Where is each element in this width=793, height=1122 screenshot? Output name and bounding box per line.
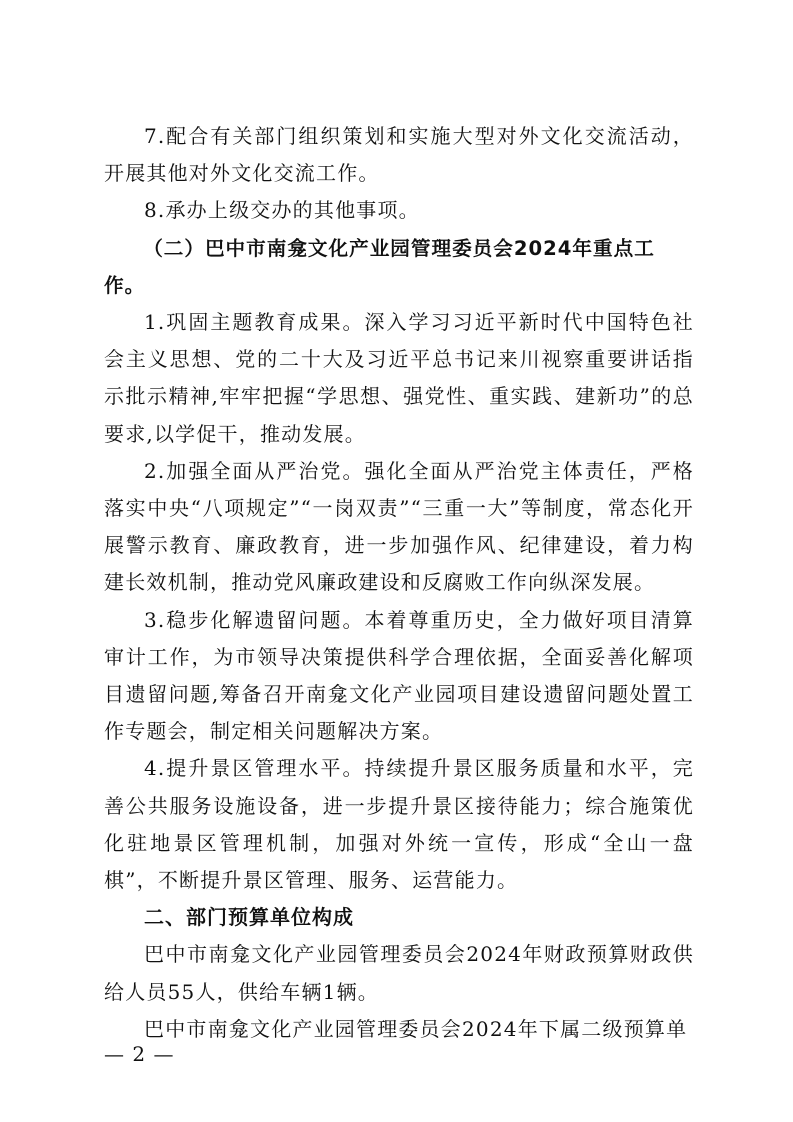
- paragraph-work-3: 3.稳步化解遗留问题。本着尊重历史，全力做好项目清算审计工作，为市领导决策提供科学合理依据，全面妥善化解项目遗留问题,筹备召开南龛文化产业园项目建设遗留问题处置工作专题会，制定相关问题解决方案。: [104, 607, 694, 744]
- paragraph-item-7: 7.配合有关部门组织策划和实施大型对外文化交流活动，开展其他对外文化交流工作。: [104, 124, 694, 186]
- subsection-heading: （二）巴中市南龛文化产业园管理委员会2024年重点工作。: [104, 236, 655, 297]
- paragraph-work-1: 1.巩固主题教育成果。深入学习习近平新时代中国特色社会主义思想、党的二十大及习近平总书记来川视察重要讲话指示批示精神,牢牢把握“学思想、强党性、重实践、建新功”的总要求,以学促干，推动发展。: [104, 310, 694, 446]
- section-heading: 二、部门预算单位构成: [144, 905, 354, 930]
- paragraph-budget-staff: 巴中市南龛文化产业园管理委员会2024年财政预算财政供给人员55人，供给车辆1辆。: [104, 942, 694, 1004]
- document-body: [104, 118, 694, 1048]
- page-number: — 2 —: [104, 1042, 175, 1066]
- paragraph-work-4: 4.提升景区管理水平。持续提升景区服务质量和水平，完善公共服务设施设备，进一步提升景区接待能力；综合施策优化驻地景区管理机制，加强对外统一宣传，形成“全山一盘棋”，不断提升景区管理、服务、运营能力。: [104, 756, 694, 893]
- paragraph-work-2: 2.加强全面从严治党。强化全面从严治党主体责任，严格落实中央“八项规定”“一岗双责”“三重一大”等制度，常态化开展警示教育、廉政教育，进一步加强作风、纪律建设，着力构建长效机制，推动党风廉政建设和反腐败工作向纵深发展。: [104, 458, 694, 595]
- paragraph-budget-units: 巴中市南龛文化产业园管理委员会2024年下属二级预算单: [144, 1016, 688, 1041]
- paragraph-item-8: 8.承办上级交办的其他事项。: [144, 198, 420, 223]
